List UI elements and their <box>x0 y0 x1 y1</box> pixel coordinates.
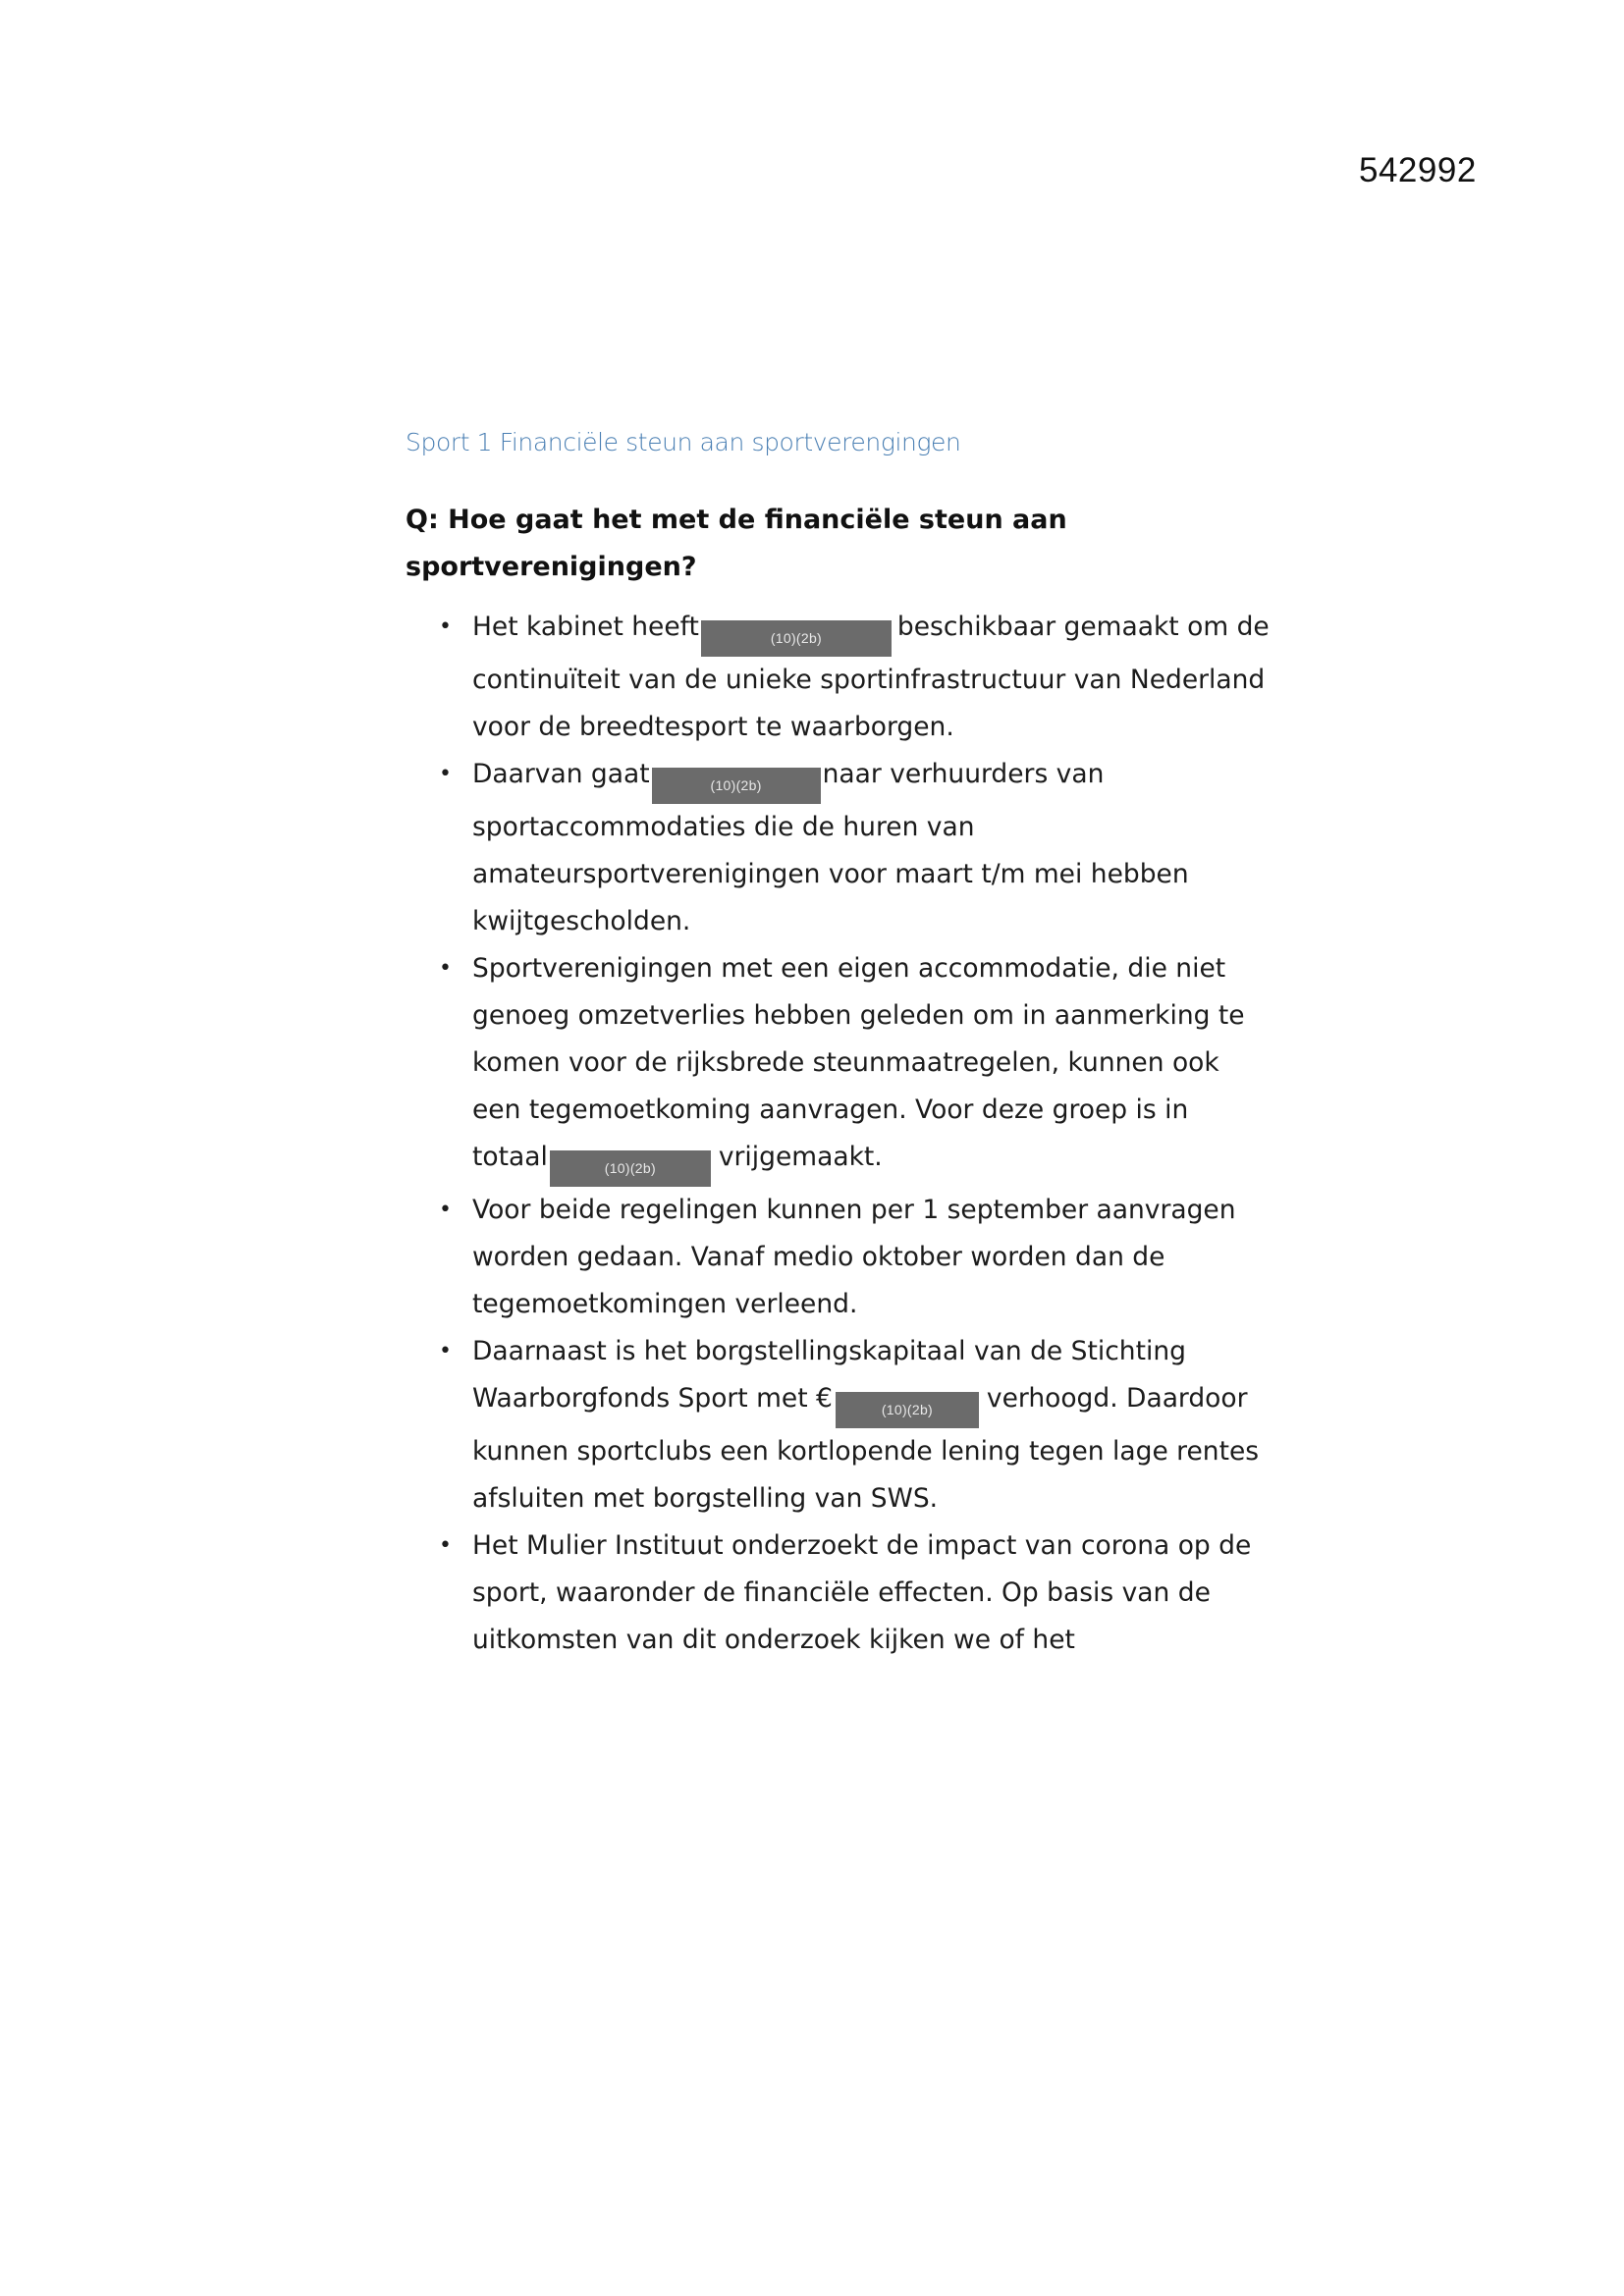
bullet-icon: • <box>439 762 452 786</box>
redaction-box: (10)(2b) <box>836 1392 979 1428</box>
bullet-icon: • <box>439 956 452 981</box>
bullet-text-before: Het kabinet heeft <box>472 612 699 642</box>
list-item <box>406 1328 1270 1522</box>
bullet-text-before: Sportverenigingen met een eigen accommodatie, die niet genoeg omzetverlies hebben geleden om in aanmerking te komen voor de rijksbrede steunmaatregelen, kunnen ook een tegemoetkoming aanvragen. Voor deze groep is in totaal <box>472 953 1245 1172</box>
list-item <box>406 945 1270 1187</box>
bullet-text-after: vrijgemaakt. <box>718 1142 883 1172</box>
list-item <box>406 1187 1270 1328</box>
redaction-box: (10)(2b) <box>701 620 892 657</box>
bullet-icon: • <box>439 1198 452 1222</box>
bullet-icon: • <box>439 614 452 639</box>
bullet-text-before: Daarnaast is het borgstellingskapitaal van de Stichting Waarborgfonds Sport met € <box>472 1336 1186 1414</box>
section-heading: Sport 1 Financiële steun aan sportverengingen <box>406 428 961 456</box>
question-heading: Q: Hoe gaat het met de financiële steun aan sportverenigingen? <box>406 505 1067 582</box>
document-id: 542992 <box>1359 151 1477 189</box>
bullet-text-before: Daarvan gaat <box>472 759 650 789</box>
bullet-icon: • <box>439 1533 452 1558</box>
redaction-box: (10)(2b) <box>652 768 821 804</box>
bullet-text: Het Mulier Instituut onderzoekt de impact van corona op de sport, waaronder de financiële effecten. Op basis van de uitkomsten van dit onderzoek kijken we of het <box>472 1530 1252 1655</box>
bullet-icon: • <box>439 1339 452 1363</box>
list-item <box>406 604 1270 751</box>
list-item <box>406 1522 1270 1664</box>
bullet-list <box>406 604 1270 1664</box>
list-item <box>406 751 1270 945</box>
bullet-text-after: beschikbaar gemaakt om de continuïteit van de unieke sportinfrastructuur van Nederland voor de breedtesport te waarborgen. <box>472 612 1270 742</box>
bullet-text: Voor beide regelingen kunnen per 1 september aanvragen worden gedaan. Vanaf medio oktober worden dan de tegemoetkomingen verleend. <box>472 1195 1236 1319</box>
bullet-text-after: verhoogd. Daardoor kunnen sportclubs een kortlopende lening tegen lage rentes afsluiten met borgstelling van SWS. <box>472 1383 1260 1514</box>
redaction-box: (10)(2b) <box>550 1150 711 1187</box>
bullet-text-after: naar verhuurders van sportaccommodaties die de huren van amateursportverenigingen voor maart t/m mei hebben kwijtgescholden. <box>472 759 1189 936</box>
